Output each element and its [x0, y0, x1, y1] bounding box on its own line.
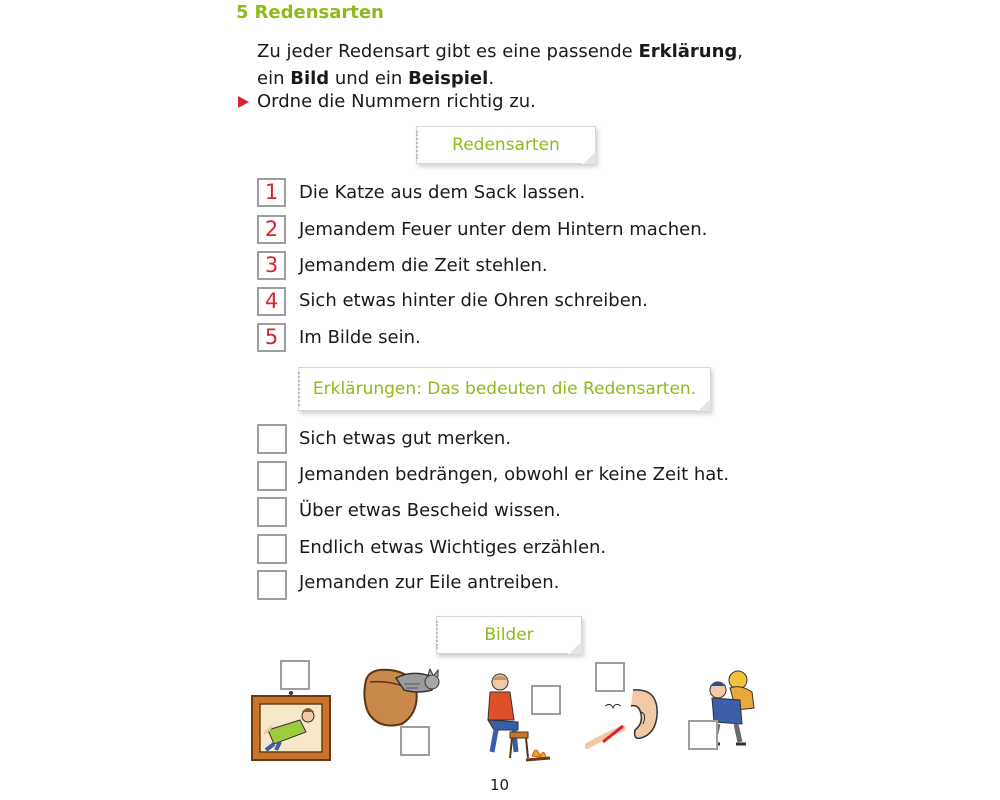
picture-answer-box[interactable]: [531, 685, 561, 715]
erklaerung-text: Jemanden bedrängen, obwohl er keine Zeit hat.: [299, 464, 730, 485]
intro-bold-erklaerung: Erklärung: [638, 41, 738, 62]
intro-text: ein: [257, 68, 291, 89]
picture-frame-person-icon: [250, 690, 334, 764]
instruction-arrow-icon: [238, 96, 249, 108]
erklaerung-text: Sich etwas gut merken.: [299, 428, 512, 449]
intro-text: Zu jeder Redensart gibt es eine passende: [257, 41, 639, 62]
redensart-text: Die Katze aus dem Sack lassen.: [299, 182, 586, 203]
erklaerung-text: Jemanden zur Eile antreiben.: [299, 572, 560, 593]
ear-and-pen-icon: [585, 684, 669, 754]
redensart-text: Im Bilde sein.: [299, 327, 421, 348]
redensart-text: Sich etwas hinter die Ohren schreiben.: [299, 290, 648, 311]
erklaerung-answer-box[interactable]: [257, 570, 287, 600]
redensart-number-box: 4: [257, 287, 286, 316]
intro-text: ,: [737, 41, 744, 62]
page-number: 10: [490, 776, 510, 794]
picture-answer-box[interactable]: [280, 660, 310, 690]
intro-line-2: [257, 65, 494, 92]
erklaerungen-heading: Erklärungen: Das bedeuten die Redensarten.: [298, 367, 711, 411]
erklaerung-answer-box[interactable]: [257, 424, 287, 454]
intro-line-1: [257, 38, 743, 65]
redensart-number-box: 2: [257, 215, 286, 244]
erklaerung-answer-box[interactable]: [257, 497, 287, 527]
instruction-text: Ordne die Nummern richtig zu.: [257, 91, 536, 112]
redensarten-heading: Redensarten: [416, 126, 596, 164]
redensart-number-box: 1: [257, 178, 286, 207]
intro-bold-beispiel: Beispiel: [408, 68, 489, 89]
picture-answer-box[interactable]: [400, 726, 430, 756]
task-number: 5: [236, 2, 249, 23]
redensart-number-box: 5: [257, 323, 286, 352]
erklaerung-answer-box[interactable]: [257, 461, 287, 491]
intro-bold-bild: Bild: [290, 68, 330, 89]
cat-in-sack-icon: [360, 660, 444, 730]
task-title: Redensarten: [254, 2, 384, 23]
intro-text: und ein: [329, 68, 409, 89]
erklaerung-answer-box[interactable]: [257, 534, 287, 564]
intro-text: .: [488, 68, 495, 89]
erklaerung-text: Über etwas Bescheid wissen.: [299, 500, 561, 521]
bilder-heading: Bilder: [436, 616, 582, 654]
task-heading: [236, 2, 384, 23]
picture-answer-box[interactable]: [688, 720, 718, 750]
erklaerung-text: Endlich etwas Wichtiges erzählen.: [299, 537, 607, 558]
redensart-text: Jemandem die Zeit stehlen.: [299, 255, 548, 276]
redensart-text: Jemandem Feuer unter dem Hintern machen.: [299, 219, 708, 240]
redensart-number-box: 3: [257, 251, 286, 280]
